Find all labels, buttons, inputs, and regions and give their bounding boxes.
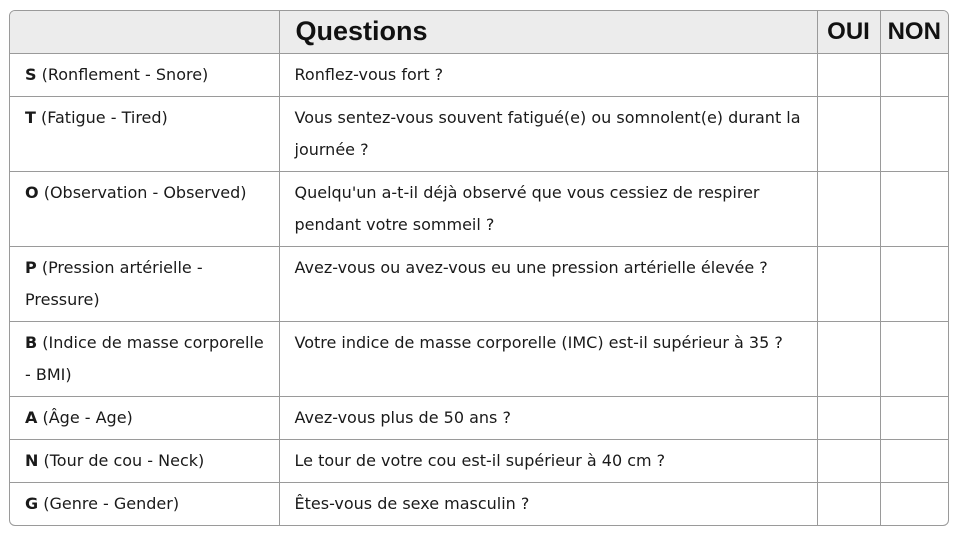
no-answer-cell[interactable] (880, 53, 948, 96)
no-answer-cell[interactable] (880, 482, 948, 525)
table-row (10, 246, 948, 321)
criterion-letter: G (25, 493, 39, 513)
criterion-cell (10, 246, 279, 321)
header-no: NON (880, 11, 948, 53)
question-cell: Votre indice de masse corporelle (IMC) est-il supérieur à 35 ? (279, 321, 817, 396)
no-answer-cell[interactable] (880, 96, 948, 171)
table-row (10, 482, 948, 525)
yes-answer-cell[interactable] (817, 439, 880, 482)
no-answer-cell[interactable] (880, 321, 948, 396)
criterion-label: (Âge - Age) (37, 407, 133, 427)
question-cell: Quelqu'un a-t-il déjà observé que vous cessiez de respirer pendant votre sommeil ? (279, 171, 817, 246)
criterion-label: (Tour de cou - Neck) (38, 450, 205, 470)
no-answer-cell[interactable] (880, 396, 948, 439)
criterion-label: (Genre - Gender) (38, 493, 180, 513)
criterion-letter: T (25, 107, 36, 127)
header-questions: Questions (279, 11, 817, 53)
header-yes: OUI (817, 11, 880, 53)
criterion-cell (10, 482, 279, 525)
no-answer-cell[interactable] (880, 246, 948, 321)
question-cell: Avez-vous ou avez-vous eu une pression artérielle élevée ? (279, 246, 817, 321)
criterion-label: (Observation - Observed) (38, 182, 247, 202)
criterion-cell (10, 321, 279, 396)
criterion-cell (10, 396, 279, 439)
stop-bang-table (9, 10, 949, 526)
question-cell: Avez-vous plus de 50 ans ? (279, 396, 817, 439)
question-cell: Êtes-vous de sexe masculin ? (279, 482, 817, 525)
question-cell: Le tour de votre cou est-il supérieur à 40 cm ? (279, 439, 817, 482)
criterion-letter: P (25, 257, 37, 277)
table-row (10, 321, 948, 396)
criterion-cell (10, 96, 279, 171)
table-row (10, 53, 948, 96)
table-row (10, 96, 948, 171)
criterion-cell (10, 53, 279, 96)
criterion-label: (Ronflement - Snore) (36, 64, 209, 84)
criterion-letter: A (25, 407, 38, 427)
criterion-cell (10, 439, 279, 482)
criterion-letter: O (25, 182, 39, 202)
question-cell: Ronflez-vous fort ? (279, 53, 817, 96)
criterion-letter: N (25, 450, 39, 470)
yes-answer-cell[interactable] (817, 482, 880, 525)
no-answer-cell[interactable] (880, 171, 948, 246)
table-row (10, 171, 948, 246)
criterion-label: (Pression artérielle - Pressure) (25, 257, 203, 309)
criterion-label: (Fatigue - Tired) (35, 107, 168, 127)
header-criterion (10, 11, 279, 53)
question-cell: Vous sentez-vous souvent fatigué(e) ou somnolent(e) durant la journée ? (279, 96, 817, 171)
yes-answer-cell[interactable] (817, 246, 880, 321)
yes-answer-cell[interactable] (817, 96, 880, 171)
criterion-cell (10, 171, 279, 246)
criterion-letter: B (25, 332, 38, 352)
table-row (10, 396, 948, 439)
yes-answer-cell[interactable] (817, 396, 880, 439)
no-answer-cell[interactable] (880, 439, 948, 482)
criterion-label: (Indice de masse corporelle - BMI) (25, 332, 264, 384)
header-row (10, 11, 948, 53)
criterion-letter: S (25, 64, 37, 84)
yes-answer-cell[interactable] (817, 321, 880, 396)
questionnaire-table (10, 11, 948, 525)
table-row (10, 439, 948, 482)
yes-answer-cell[interactable] (817, 53, 880, 96)
yes-answer-cell[interactable] (817, 171, 880, 246)
